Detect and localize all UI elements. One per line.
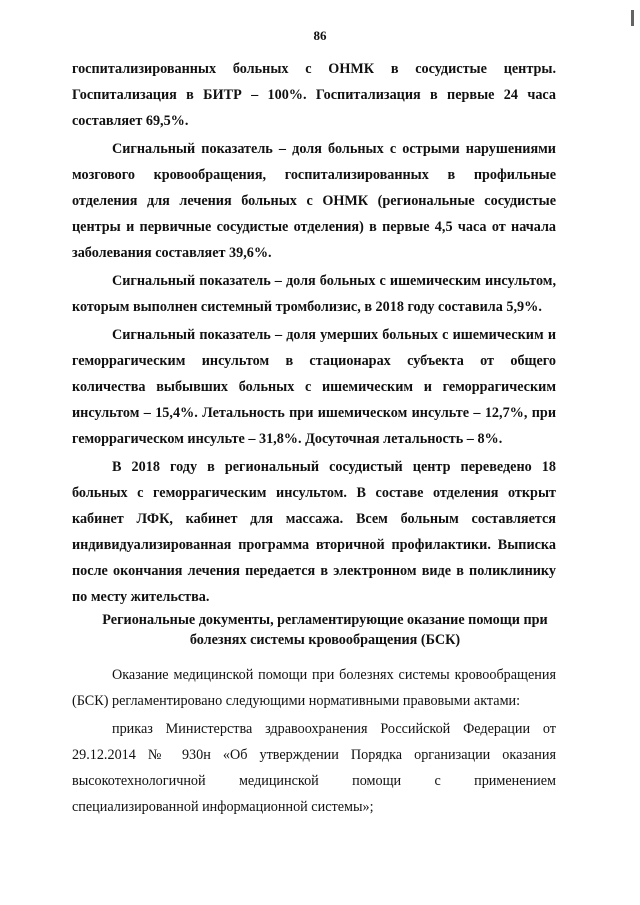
- section-heading: Региональные документы, регламентирующие оказание помощи при болезнях системы кровообращения (БСК): [102, 612, 548, 648]
- paragraph: В 2018 году в региональный сосудистый центр переведено 18 больных с геморрагическим инсультом. В составе отделения открыт кабинет ЛФК, кабинет для массажа. Всем больным составляется индивидуализированная программа вторичной профилактики. Выписка после окончания лечения передается в электронном виде в поликлинику по месту жительства.: [72, 459, 556, 605]
- paragraph: приказ Министерства здравоохранения Российской Федерации от 29.12.2014 № 930н «Об утверждении Порядка организации оказания высокотехнологичной медицинской помощи с применением специализированной информационной системы»;: [72, 721, 556, 815]
- scan-artifact: [631, 10, 634, 26]
- paragraph: госпитализированных больных с ОНМК в сосудистые центры. Госпитализация в БИТР – 100%. Госпитализация в первые 24 часа составляет 69,5%.: [72, 61, 556, 129]
- page-number: 86: [313, 28, 327, 43]
- paragraph: Сигнальный показатель – доля умерших больных с ишемическим и геморрагическим инсультом в стационарах субъекта от общего количества выбывших больных с ишемическим и геморрагическим инсультом – 15,4%. Летальность при ишемическом инсульте – 12,7%, при геморрагическом инсульте – 31,8%. Досуточная летальность – 8%.: [72, 327, 556, 447]
- section-body-text: [72, 662, 556, 820]
- paragraph: Оказание медицинской помощи при болезнях системы кровообращения (БСК) регламентировано следующими нормативными правовыми актами:: [72, 667, 556, 709]
- paragraph: Сигнальный показатель – доля больных с ишемическим инсультом, которым выполнен системный тромболизис, в 2018 году составила 5,9%.: [72, 273, 556, 315]
- paragraph: Сигнальный показатель – доля больных с острыми нарушениями мозгового кровообращения, госпитализированных в профильные отделения для лечения больных с ОНМК (региональные сосудистые центры и первичные сосудистые отделения) в первые 4,5 часа от начала заболевания составляет 39,6%.: [72, 141, 556, 261]
- body-text: [72, 56, 556, 610]
